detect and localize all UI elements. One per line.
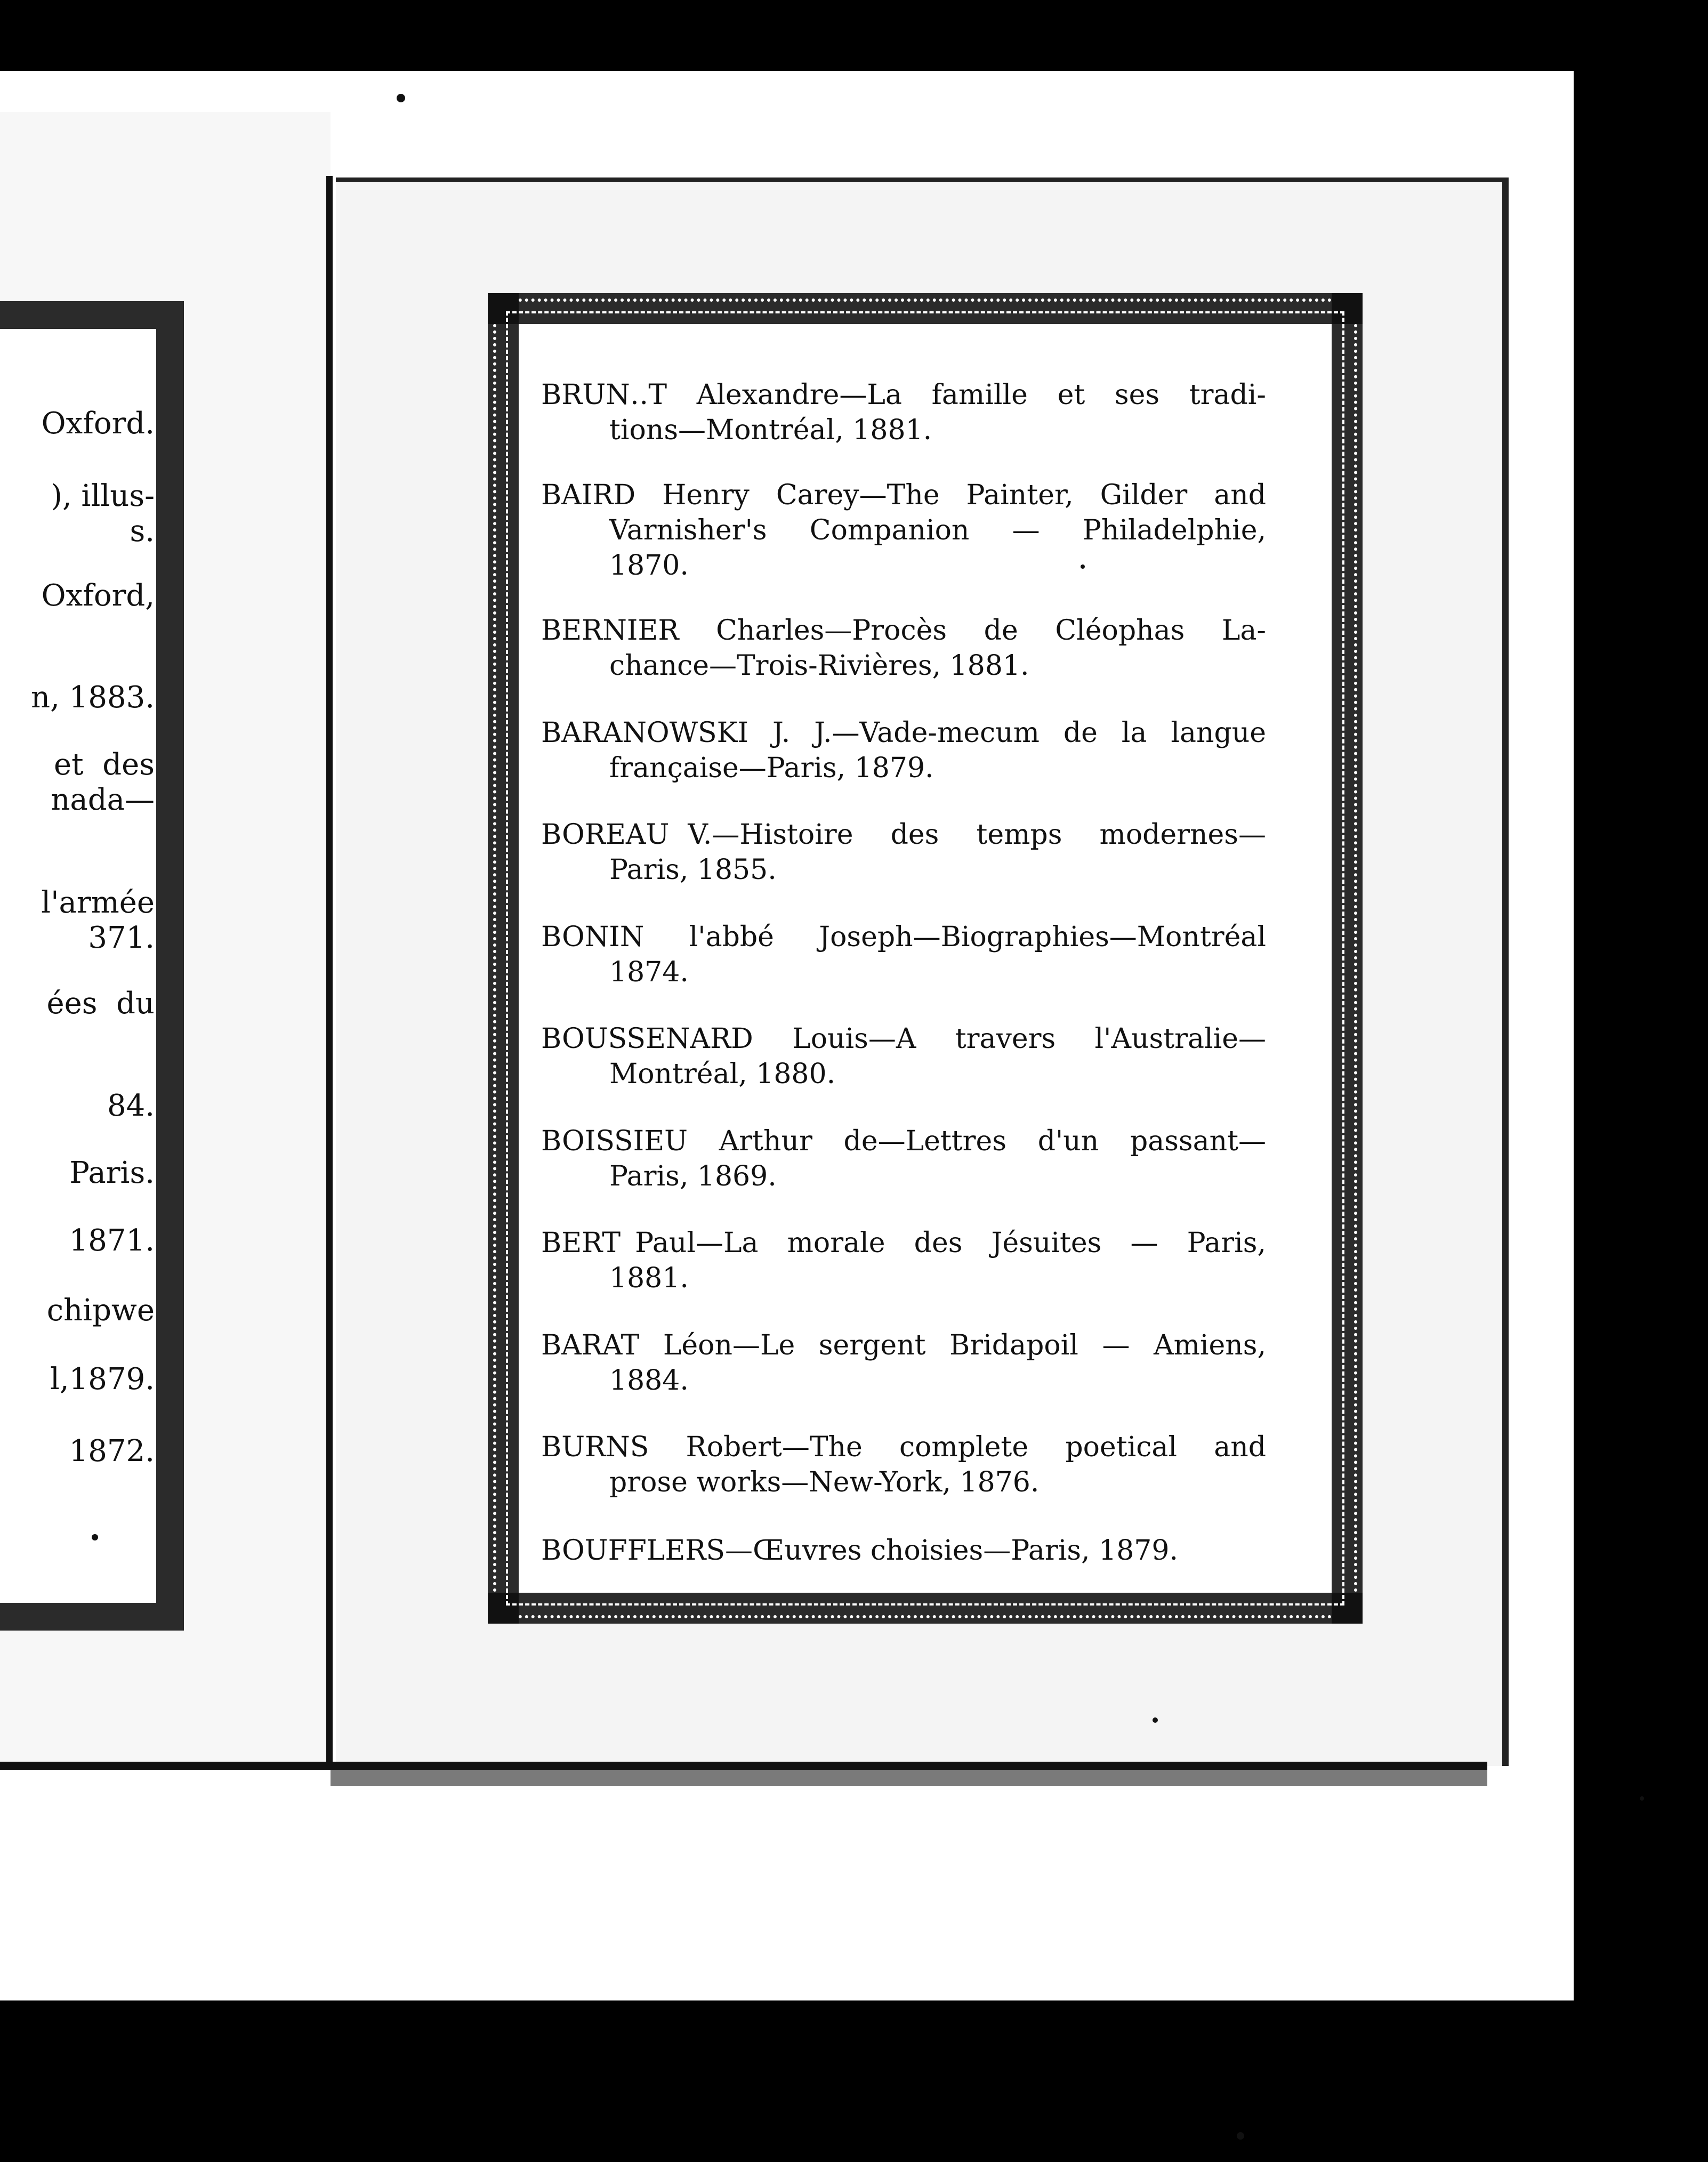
scan-speck: [1237, 2132, 1244, 2140]
left-fragment: 1872.: [69, 1434, 155, 1469]
left-fragment: Oxford,: [41, 578, 155, 613]
bibliography-entry: [541, 1225, 1266, 1296]
left-fragment: 371.: [88, 921, 155, 955]
entry-line: Paris, 1869.: [609, 1160, 777, 1192]
book-bottom-edge: [0, 1762, 1487, 1770]
left-fragment: 1871.: [69, 1223, 155, 1258]
left-page-text-fragments: [0, 0, 155, 2162]
left-fragment: l,1879.: [50, 1362, 155, 1397]
left-fragment: l'armée: [41, 885, 155, 920]
entry-line: BONIN l'abbé Joseph—Biographies—Montréal: [541, 921, 1266, 953]
entry-line: française—Paris, 1879.: [609, 752, 934, 784]
bibliography-entry: [541, 377, 1266, 448]
bibliography-entry: [541, 613, 1266, 683]
entry-line: tions—Montréal, 1881.: [609, 414, 932, 446]
entry-line: BURNS Robert—The complete poetical and: [541, 1431, 1266, 1463]
entry-line: BARANOWSKI J. J.—Vade-mecum de la langue: [541, 717, 1266, 749]
entry-line: Montréal, 1880.: [609, 1058, 836, 1090]
entry-line: BOREAU V.—Histoire des temps modernes—: [541, 819, 1266, 851]
entry-line: BERNIER Charles—Procès de Cléophas La-: [541, 615, 1266, 647]
left-fragment: ), illus-: [51, 479, 155, 513]
bibliography-entry: [541, 1533, 1266, 1568]
bibliography-entry: [541, 919, 1266, 990]
bibliography-entry: [541, 715, 1266, 786]
entry-line: 1881.: [609, 1262, 689, 1294]
entry-line: prose works—New-York, 1876.: [609, 1466, 1040, 1498]
border-corner-ornament: [1332, 1593, 1363, 1624]
left-fragment: Oxford.: [41, 406, 155, 441]
bibliography-entry: [541, 817, 1266, 888]
left-fragment: Paris.: [69, 1156, 155, 1190]
entry-line: 1874.: [609, 956, 689, 988]
scan-speck: [1081, 564, 1085, 569]
bibliography-entry: [541, 1430, 1266, 1500]
entry-line: Varnisher's Companion — Philadelphie,: [609, 514, 1266, 546]
entry-line: BARAT Léon—Le sergent Bridapoil — Amiens,: [541, 1329, 1266, 1361]
entry-line: BERT Paul—La morale des Jésuites — Paris,: [541, 1227, 1266, 1259]
left-fragment: n, 1883.: [31, 680, 155, 715]
border-corner-ornament: [488, 1593, 519, 1624]
entry-line: BAIRD Henry Carey—The Painter, Gilder and: [541, 479, 1266, 511]
entry-line: BOISSIEU Arthur de—Lettres d'un passant—: [541, 1125, 1266, 1157]
scan-speck: [397, 94, 405, 102]
left-fragment: s.: [130, 514, 155, 548]
entry-line: BOUFFLERS—Œuvres choisies—Paris, 1879.: [541, 1535, 1178, 1567]
right-ornamental-border: [488, 293, 1363, 1624]
entry-line: Paris, 1855.: [609, 854, 777, 886]
left-fragment: nada—: [51, 782, 155, 817]
left-fragment: 84.: [107, 1088, 155, 1123]
bibliography-entry: [541, 478, 1266, 583]
left-fragment: ées du: [46, 986, 155, 1021]
book-fold-line: [326, 176, 333, 1768]
entry-line: 1870.: [609, 550, 689, 582]
entry-line: BRUN‥T Alexandre—La famille et ses tradi-: [541, 379, 1266, 411]
left-fragment: et des: [54, 747, 155, 782]
entry-line: BOUSSENARD Louis—A travers l'Australie—: [541, 1023, 1266, 1055]
bibliography-entry: [541, 1021, 1266, 1092]
entry-line: chance—Trois-Rivières, 1881.: [609, 650, 1029, 682]
book-bottom-shadow: [331, 1770, 1487, 1786]
scan-speck: [92, 1534, 98, 1540]
bibliography-entry: [541, 1124, 1266, 1194]
border-corner-ornament: [1332, 293, 1363, 324]
entry-line: 1884.: [609, 1365, 689, 1397]
border-corner-ornament: [488, 293, 519, 324]
scan-speck: [1153, 1717, 1158, 1723]
bibliography-entry: [541, 1328, 1266, 1398]
left-fragment: chipwe: [46, 1293, 155, 1328]
scan-speck: [1640, 1796, 1644, 1801]
